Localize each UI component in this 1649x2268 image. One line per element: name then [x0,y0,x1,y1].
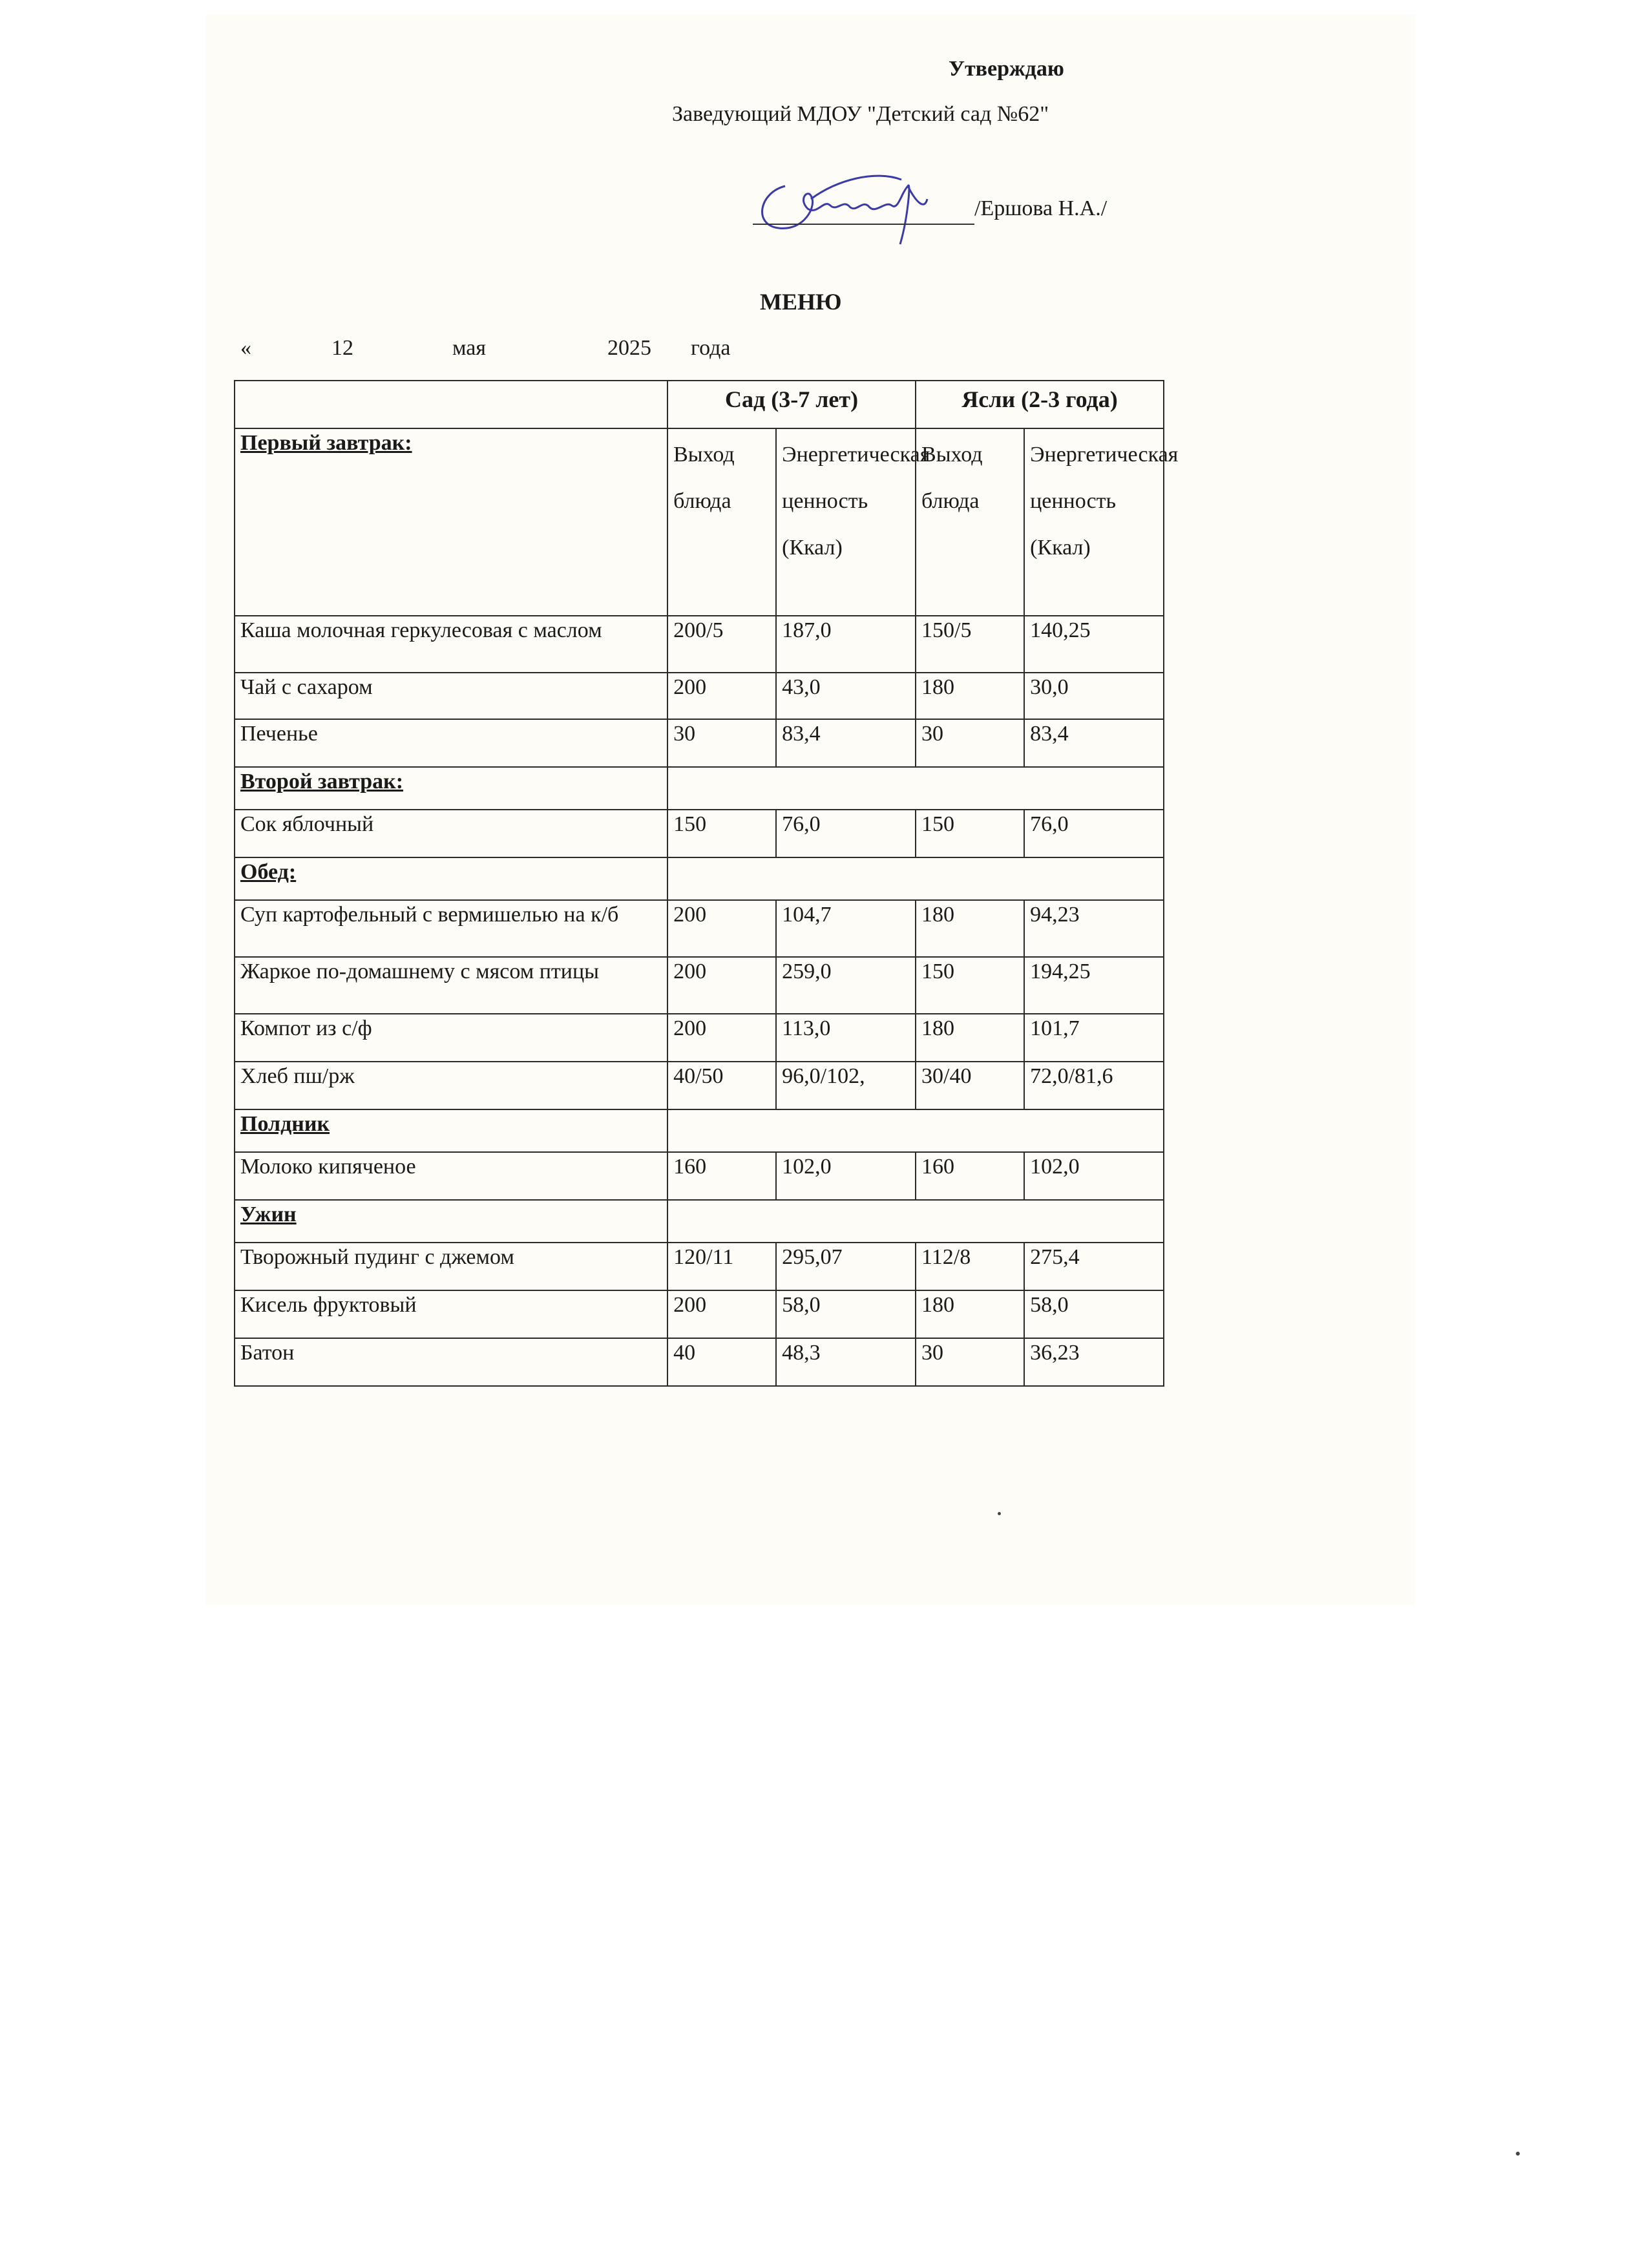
garden-energy-cell: 48,3 [776,1338,916,1386]
garden-yield-cell: 40 [667,1338,776,1386]
menu-table [234,380,1179,1387]
section-title: Второй завтрак: [235,767,667,810]
garden-yield-cell: 200 [667,673,776,719]
nursery-yield-cell: 180 [916,1014,1024,1062]
date-year: 2025 [607,336,651,360]
nursery-energy-cell: 194,25 [1024,957,1164,1014]
section-spacer-cell [667,1109,1164,1152]
garden-yield-cell: 30 [667,719,776,767]
table-row [235,1338,1164,1386]
garden-energy-cell: 104,7 [776,900,916,957]
nursery-yield-cell: 180 [916,900,1024,957]
approval-title: Утверждаю [949,57,1064,81]
nursery-energy-cell: 58,0 [1024,1290,1164,1338]
menu-title: МЕНЮ [760,289,842,315]
table-row [235,616,1164,673]
scan-speck [998,1512,1001,1515]
nursery-yield-cell: 180 [916,1290,1024,1338]
dish-name-cell: Каша молочная геркулесовая с маслом [235,616,667,673]
section-spacer-cell [667,857,1164,900]
nursery-energy-cell: 83,4 [1024,719,1164,767]
nursery-yield-cell: 30 [916,1338,1024,1386]
date-month: мая [452,336,487,360]
garden-yield-cell: 200 [667,1290,776,1338]
dish-name-cell: Печенье [235,719,667,767]
garden-yield-cell: 160 [667,1152,776,1200]
nursery-energy-cell: 94,23 [1024,900,1164,957]
dish-name-cell: Молоко кипяченое [235,1152,667,1200]
dish-name-cell: Кисель фруктовый [235,1290,667,1338]
date-word: года [691,336,731,360]
nursery-energy-cell: 140,25 [1024,616,1164,673]
nursery-energy-cell: 76,0 [1024,810,1164,857]
date-quote: « [240,336,251,360]
garden-yield-header: Выход блюда [667,428,776,616]
garden-energy-cell: 76,0 [776,810,916,857]
garden-energy-cell: 43,0 [776,673,916,719]
dish-name-cell: Компот из с/ф [235,1014,667,1062]
table-row [235,1062,1164,1109]
signature-line [753,224,974,225]
section-spacer-cell [667,767,1164,810]
table-row [235,1152,1164,1200]
nursery-energy-cell: 102,0 [1024,1152,1164,1200]
nursery-yield-cell: 160 [916,1152,1024,1200]
dish-name-cell: Батон [235,1338,667,1386]
garden-energy-cell: 102,0 [776,1152,916,1200]
table-row [235,1014,1164,1062]
nursery-yield-cell: 150 [916,957,1024,1014]
approval-name: /Ершова Н.А./ [974,196,1108,220]
group-garden-header: Сад (3-7 лет) [667,381,916,428]
nursery-yield-cell: 30 [916,719,1024,767]
table-row [235,900,1164,957]
dish-name-cell: Сок яблочный [235,810,667,857]
garden-energy-cell: 259,0 [776,957,916,1014]
dish-name-cell: Творожный пудинг с джемом [235,1243,667,1290]
dish-name-cell: Чай с сахаром [235,673,667,719]
garden-yield-cell: 200 [667,957,776,1014]
nursery-yield-cell: 112/8 [916,1243,1024,1290]
garden-energy-cell: 113,0 [776,1014,916,1062]
nursery-energy-header: Энергетическая ценность (Ккал) [1024,428,1164,616]
garden-energy-cell: 96,0/102, [776,1062,916,1109]
group-nursery-header: Ясли (2-3 года) [916,381,1164,428]
garden-energy-header: Энергетическая ценность (Ккал) [776,428,916,616]
section-title: Полдник [235,1109,667,1152]
nursery-energy-cell: 275,4 [1024,1243,1164,1290]
date-day: 12 [331,336,353,360]
table-row [235,1243,1164,1290]
table-row [235,957,1164,1014]
garden-yield-cell: 200/5 [667,616,776,673]
garden-yield-cell: 120/11 [667,1243,776,1290]
section-title: Ужин [235,1200,667,1243]
nursery-energy-cell: 36,23 [1024,1338,1164,1386]
section-title: Обед: [235,857,667,900]
section-title: Первый завтрак: [235,428,667,616]
nursery-energy-cell: 30,0 [1024,673,1164,719]
nursery-yield-cell: 150/5 [916,616,1024,673]
garden-yield-cell: 200 [667,900,776,957]
garden-energy-cell: 187,0 [776,616,916,673]
table-row [235,719,1164,767]
menu-body [235,616,1164,1386]
nursery-yield-header: Выход блюда [916,428,1024,616]
nursery-yield-cell: 150 [916,810,1024,857]
dish-name-cell: Суп картофельный с вермишелью на к/б [235,900,667,957]
signature-image [746,160,979,251]
table-row [235,810,1164,857]
section-spacer-cell [667,1200,1164,1243]
table-row [235,1290,1164,1338]
nursery-yield-cell: 30/40 [916,1062,1024,1109]
garden-energy-cell: 295,07 [776,1243,916,1290]
garden-energy-cell: 83,4 [776,719,916,767]
table-row [235,673,1164,719]
garden-energy-cell: 58,0 [776,1290,916,1338]
scan-speck [1516,2152,1520,2156]
nursery-energy-cell: 72,0/81,6 [1024,1062,1164,1109]
nursery-energy-cell: 101,7 [1024,1014,1164,1062]
garden-yield-cell: 150 [667,810,776,857]
garden-yield-cell: 40/50 [667,1062,776,1109]
header-empty-cell [235,381,667,428]
approval-role: Заведующий МДОУ "Детский сад №62" [672,102,1049,126]
nursery-yield-cell: 180 [916,673,1024,719]
dish-name-cell: Жаркое по-домашнему с мясом птицы [235,957,667,1014]
garden-yield-cell: 200 [667,1014,776,1062]
dish-name-cell: Хлеб пш/рж [235,1062,667,1109]
